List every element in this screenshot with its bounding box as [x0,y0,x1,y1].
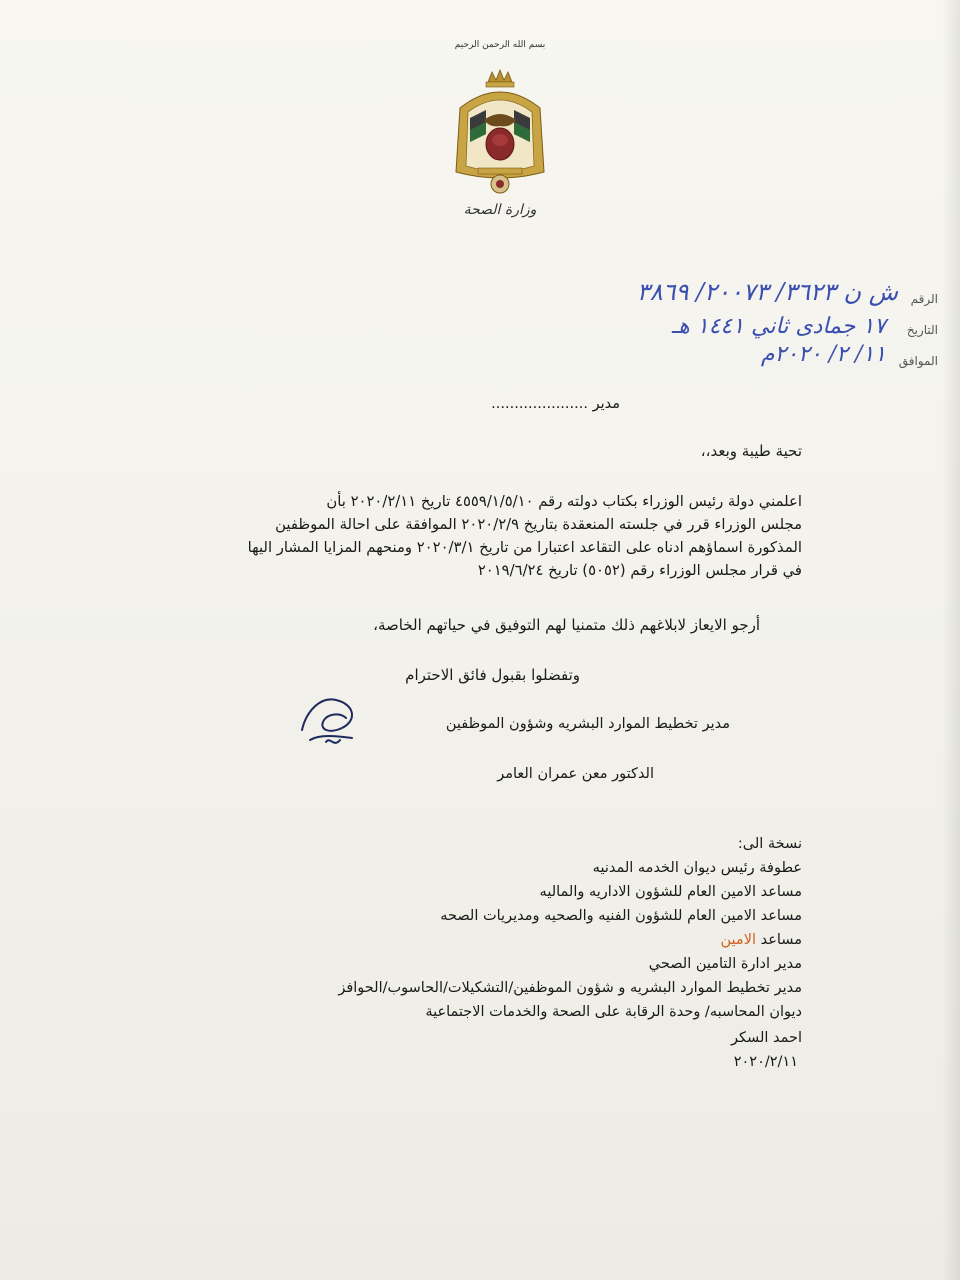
copy-recipient: مدير تخطيط الموارد البشريه و شؤون الموظفين/التشكيلات/الحاسوب/الحوافز [338,980,802,996]
body-line: مجلس الوزراء قرر في جلسته المنعقدة بتاريخ ٢٠٢٠/٢/٩ الموافقة على احالة الموظفين [275,516,802,533]
date-label: التاريخ [906,323,938,337]
signer-title: مدير تخطيط الموارد البشريه وشؤون الموظفين [445,716,730,732]
copy-recipient: مساعد الامين العام للشؤون الفنيه والصحيه ومديريات الصحه [440,908,802,924]
handwritten-signature [296,690,366,750]
author-name: احمد السكر [731,1030,802,1046]
copy-recipient: عطوفة رئيس ديوان الخدمه المدنيه [592,860,802,876]
signer-name: الدكتور معن عمران العامر [497,766,654,782]
date-value: ١٧ جمادى ثاني ١٤٤١ هـ [671,314,886,339]
assistant-prefix: مساعد [760,932,802,948]
corresponding-label: الموافق [898,354,938,368]
addressee: مدير ..................... [491,396,620,412]
corresponding-value: ١١/ ٢/ ٢٠٢٠م [760,342,886,367]
body-line: في قرار مجلس الوزراء رقم (٥٠٥٢) تاريخ ٢٠١٩/٦/٢٤ [477,562,802,579]
body-line: اعلمني دولة رئيس الوزراء بكتاب دولته رقم ٤٥٥٩/١/٥/١٠ تاريخ ٢٠٢٠/٢/١١ بأن [326,493,802,510]
ministry-name: وزارة الصحة [463,202,537,218]
body-line: المذكورة اسماؤهم ادناه على التقاعد اعتبارا من تاريخ ٢٠٢٠/٣/١ ومنحهم المزايا المشار اليها [247,539,802,556]
copy-recipient: ديوان المحاسبه/ وحدة الرقابة على الصحة والخدمات الاجتماعية [425,1004,802,1020]
basmala: بسم الله الرحمن الرحيم [454,40,546,50]
copy-recipient: مساعد الامين العام للشؤون الاداريه والماليه [539,884,802,900]
number-label: الرقم [910,292,938,306]
number-value: ش ن ٣٦٢٣/ ٢٠٠٧٣/ ٣٨٦٩ [636,278,898,306]
closing-line: وتفضلوا بقبول فائق الاحترام [405,666,580,684]
greeting: تحية طيبة وبعد،، [700,442,802,460]
assistant-highlight: الامين [720,932,756,948]
author-date: ٢٠٢٠/٢/١١ [733,1054,798,1070]
body-paragraph [122,490,802,582]
request-line: أرجو الايعاز لابلاغهم ذلك متمنيا لهم التوفيق في حياتهم الخاصة، [373,616,760,634]
copies-heading: نسخة الى: [737,836,802,852]
coat-of-arms-icon [440,68,560,198]
copy-recipient-assistant [721,932,802,948]
copy-recipient: مدير ادارة التامين الصحي [648,956,802,972]
